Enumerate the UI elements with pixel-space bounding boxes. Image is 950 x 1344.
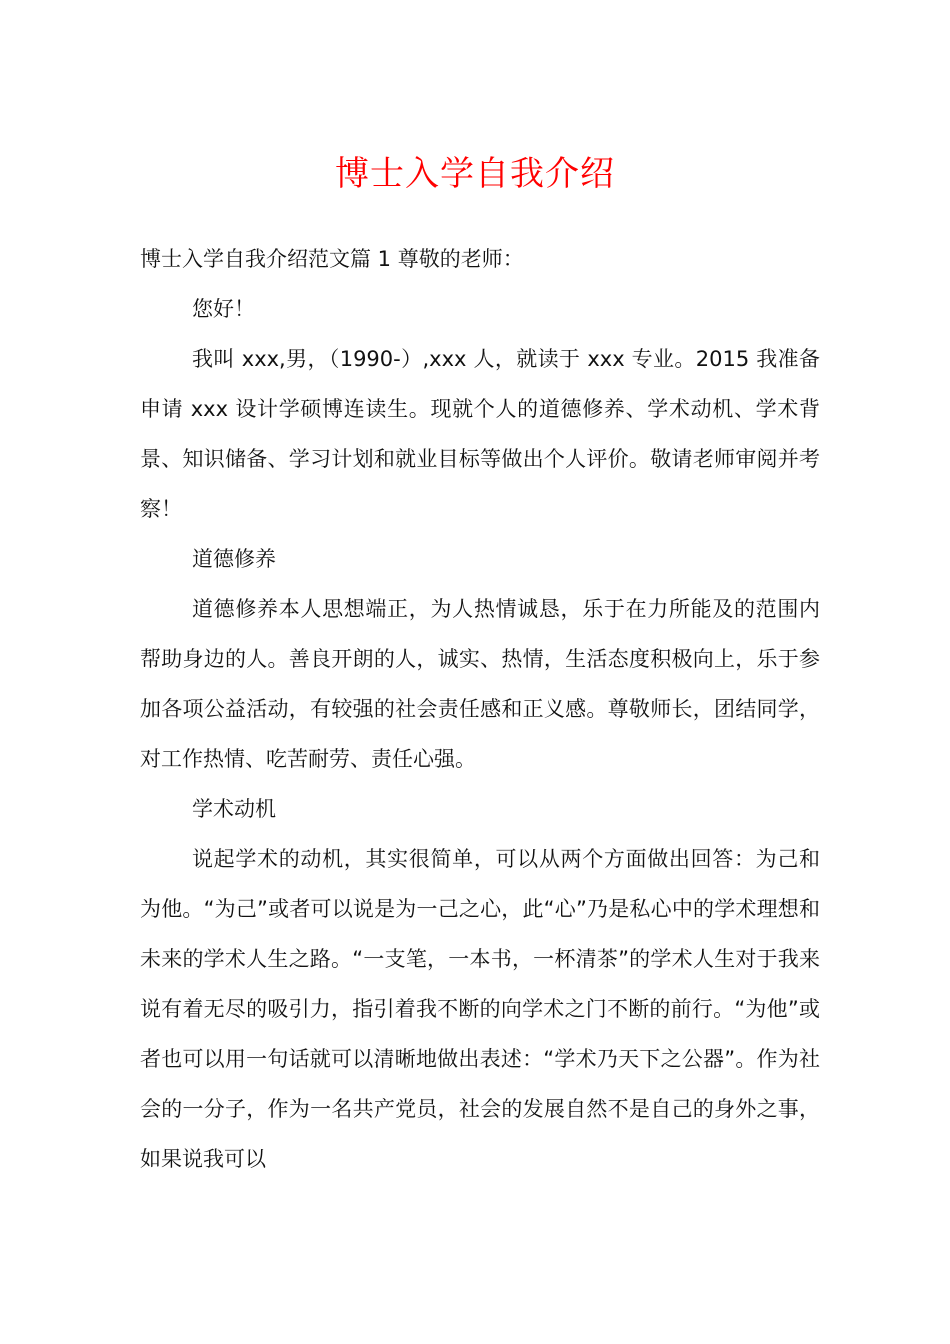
paragraph: 博士入学自我介绍范文篇 1 尊敬的老师： [140, 247, 524, 271]
paragraph: 说起学术的动机，其实很简单，可以从两个方面做出回答：为己和为他。“为己”或者可以说是为一己之心，此“心”乃是私心中的学术理想和未来的学术人生之路。“一支笔，一本书，一杯清茶”的学术人生对于我来说有着无尽的吸引力，指引着我不断的向学术之门不断的前行。“为他”或者也可以用一句话就可以清晰地做出表述：“学术乃天下之公器”。作为社会的一分子，作为一名共产党员，社会的发展自然不是自己的身外之事，如果说我可以 [140, 847, 820, 1171]
document-body [140, 234, 820, 1184]
document-title: 博士入学自我介绍 [335, 154, 615, 194]
paragraph: 您好！ [192, 297, 255, 321]
paragraph: 道德修养本人思想端正，为人热情诚恳，乐于在力所能及的范围内帮助身边的人。善良开朗的人，诚实、热情，生活态度积极向上，乐于参加各项公益活动，有较强的社会责任感和正义感。尊敬师长，团结同学，对工作热情、吃苦耐劳、责任心强。 [140, 597, 820, 771]
paragraph: 我叫 xxx,男，（1990-）,xxx 人，就读于 xxx 专业。2015 我准备申请 xxx 设计学硕博连读生。现就个人的道德修养、学术动机、学术背景、知识储备、学习计划和就业目标等做出个人评价。敬请老师审阅并考察！ [140, 347, 820, 521]
section-heading: 道德修养 [192, 547, 276, 571]
section-heading: 学术动机 [192, 797, 276, 821]
